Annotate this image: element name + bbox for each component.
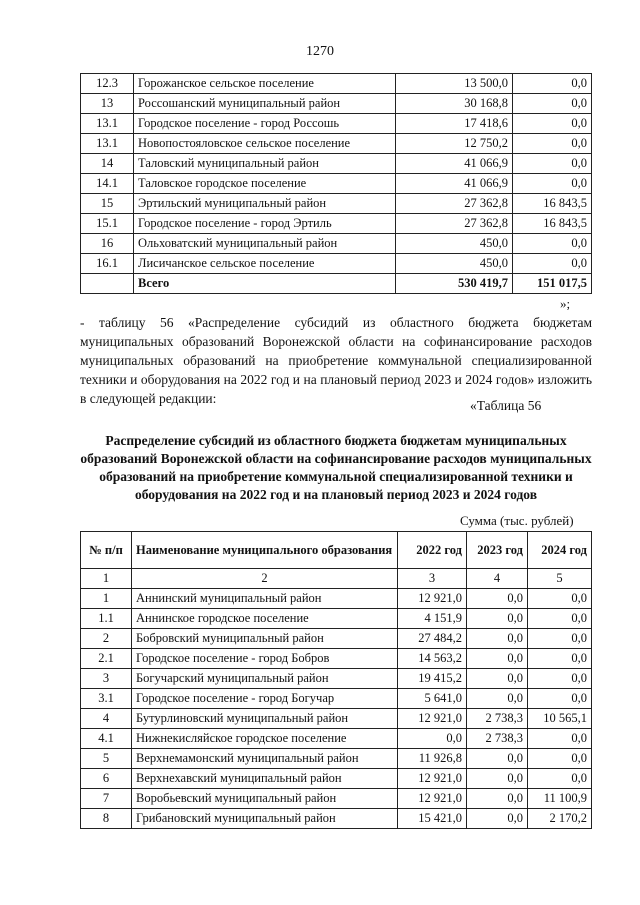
table-reference: «Таблица 56 <box>470 398 542 413</box>
amount-2022: 12 921,0 <box>398 709 467 729</box>
amount-2023: 0,0 <box>467 609 528 629</box>
row-number: 16.1 <box>81 254 134 274</box>
amount-value: 0,0 <box>513 134 592 154</box>
municipality-name: Городское поселение - город Россошь <box>134 114 396 134</box>
municipality-name: Воробьевский муниципальный район <box>132 789 398 809</box>
table-row <box>81 134 592 154</box>
previous-table <box>80 73 592 294</box>
amount-2024: 0,0 <box>528 689 592 709</box>
amount-2024: 11 100,9 <box>528 789 592 809</box>
page-number: 1270 <box>306 44 334 59</box>
amount-value: 41 066,9 <box>396 154 513 174</box>
amount-2024: 10 565,1 <box>528 709 592 729</box>
row-number: 15.1 <box>81 214 134 234</box>
table-row <box>81 589 592 609</box>
total-row <box>81 274 592 294</box>
row-number: 14 <box>81 154 134 174</box>
header-name: Наименование муниципального образования <box>132 532 398 569</box>
table-row <box>81 234 592 254</box>
row-number: 14.1 <box>81 174 134 194</box>
amount-2024: 0,0 <box>528 609 592 629</box>
amount-2023: 0,0 <box>467 689 528 709</box>
municipality-name: Лисичанское сельское поселение <box>134 254 396 274</box>
row-number: 15 <box>81 194 134 214</box>
amount-2024: 0,0 <box>528 589 592 609</box>
subsidy-table <box>80 531 592 829</box>
col-number: 3 <box>398 569 467 589</box>
amount-value: 16 843,5 <box>513 214 592 234</box>
amount-value: 0,0 <box>513 74 592 94</box>
amount-2022: 19 415,2 <box>398 669 467 689</box>
municipality-name: Городское поселение - город Эртиль <box>134 214 396 234</box>
amount-value: 0,0 <box>513 114 592 134</box>
table-title: Распределение субсидий из областного бюджета бюджетам муниципальных образований Воронежской области на софинансирование расходов муниципальных образований на приобретение коммунальной специализированной техники и оборудования на 2022 год и на плановый период 2023 и 2024 годов <box>80 433 592 502</box>
table-row <box>81 174 592 194</box>
amendment-paragraph: - таблицу 56 «Распределение субсидий из областного бюджета бюджетам муниципальных образований Воронежской области на софинансирование расходов муниципальных образований на приобретение коммунальной специализированной техники и оборудования на 2022 год и на плановый период 2023 и 2024 годов» изложить в следующей редакции: <box>80 315 592 406</box>
row-number: 8 <box>81 809 132 829</box>
amount-2022: 4 151,9 <box>398 609 467 629</box>
amount-2022: 12 921,0 <box>398 789 467 809</box>
amount-2024: 0,0 <box>528 729 592 749</box>
row-number: 12.3 <box>81 74 134 94</box>
table-row <box>81 94 592 114</box>
row-number: 7 <box>81 789 132 809</box>
amount-value: 30 168,8 <box>396 94 513 114</box>
row-number: 13.1 <box>81 134 134 154</box>
amount-value: 0,0 <box>513 154 592 174</box>
table-row <box>81 214 592 234</box>
table-row <box>81 669 592 689</box>
amount-value: 27 362,8 <box>396 214 513 234</box>
total-label: Всего <box>134 274 396 294</box>
row-number: 1 <box>81 589 132 609</box>
amount-2023: 0,0 <box>467 669 528 689</box>
header-2022: 2022 год <box>398 532 467 569</box>
municipality-name: Городское поселение - город Бобров <box>132 649 398 669</box>
amount-value: 0,0 <box>513 254 592 274</box>
table-row <box>81 689 592 709</box>
total-value: 151 017,5 <box>513 274 592 294</box>
table-row <box>81 254 592 274</box>
municipality-name: Нижнекисляйское городское поселение <box>132 729 398 749</box>
amount-value: 0,0 <box>513 234 592 254</box>
amount-value: 450,0 <box>396 234 513 254</box>
amount-2022: 15 421,0 <box>398 809 467 829</box>
table-row <box>81 649 592 669</box>
table-row <box>81 629 592 649</box>
amount-2024: 0,0 <box>528 769 592 789</box>
amount-2022: 27 484,2 <box>398 629 467 649</box>
amount-2022: 0,0 <box>398 729 467 749</box>
municipality-name: Таловский муниципальный район <box>134 154 396 174</box>
amount-2022: 5 641,0 <box>398 689 467 709</box>
row-number: 3.1 <box>81 689 132 709</box>
col-number: 1 <box>81 569 132 589</box>
amount-2023: 0,0 <box>467 809 528 829</box>
amount-value: 17 418,6 <box>396 114 513 134</box>
table-row <box>81 809 592 829</box>
amount-2023: 0,0 <box>467 789 528 809</box>
amount-value: 41 066,9 <box>396 174 513 194</box>
municipality-name: Грибановский муниципальный район <box>132 809 398 829</box>
amount-2022: 12 921,0 <box>398 769 467 789</box>
col-number: 5 <box>528 569 592 589</box>
municipality-name: Таловское городское поселение <box>134 174 396 194</box>
table-row <box>81 194 592 214</box>
municipality-name: Бутурлиновский муниципальный район <box>132 709 398 729</box>
amount-value: 27 362,8 <box>396 194 513 214</box>
municipality-name: Горожанское сельское поселение <box>134 74 396 94</box>
table-row <box>81 769 592 789</box>
amount-2023: 0,0 <box>467 649 528 669</box>
municipality-name: Верхнемамонский муниципальный район <box>132 749 398 769</box>
amount-value: 12 750,2 <box>396 134 513 154</box>
amount-2022: 11 926,8 <box>398 749 467 769</box>
municipality-name: Аннинское городское поселение <box>132 609 398 629</box>
amount-2024: 0,0 <box>528 749 592 769</box>
row-number: 4 <box>81 709 132 729</box>
header-num: № п/п <box>81 532 132 569</box>
amount-2024: 0,0 <box>528 649 592 669</box>
total-value: 530 419,7 <box>396 274 513 294</box>
table-header-row <box>81 532 592 569</box>
amount-2024: 2 170,2 <box>528 809 592 829</box>
amount-value: 13 500,0 <box>396 74 513 94</box>
empty-cell <box>81 274 134 294</box>
amount-2023: 0,0 <box>467 589 528 609</box>
amount-value: 16 843,5 <box>513 194 592 214</box>
amount-value: 0,0 <box>513 174 592 194</box>
row-number: 3 <box>81 669 132 689</box>
row-number: 6 <box>81 769 132 789</box>
table-row <box>81 154 592 174</box>
municipality-name: Новопостояловское сельское поселение <box>134 134 396 154</box>
col-number: 4 <box>467 569 528 589</box>
table-row <box>81 789 592 809</box>
row-number: 13.1 <box>81 114 134 134</box>
amount-2023: 2 738,3 <box>467 709 528 729</box>
municipality-name: Бобровский муниципальный район <box>132 629 398 649</box>
table-row <box>81 74 592 94</box>
municipality-name: Эртильский муниципальный район <box>134 194 396 214</box>
amount-2023: 2 738,3 <box>467 729 528 749</box>
column-number-row <box>81 569 592 589</box>
table-row <box>81 114 592 134</box>
row-number: 2 <box>81 629 132 649</box>
municipality-name: Аннинский муниципальный район <box>132 589 398 609</box>
row-number: 5 <box>81 749 132 769</box>
amount-value: 450,0 <box>396 254 513 274</box>
municipality-name: Городское поселение - город Богучар <box>132 689 398 709</box>
row-number: 4.1 <box>81 729 132 749</box>
row-number: 2.1 <box>81 649 132 669</box>
col-number: 2 <box>132 569 398 589</box>
table-row <box>81 749 592 769</box>
municipality-name: Россошанский муниципальный район <box>134 94 396 114</box>
units-label: Сумма (тыс. рублей) <box>460 513 574 528</box>
municipality-name: Верхнехавский муниципальный район <box>132 769 398 789</box>
table-row <box>81 609 592 629</box>
table-row <box>81 709 592 729</box>
municipality-name: Ольховатский муниципальный район <box>134 234 396 254</box>
amount-2024: 0,0 <box>528 629 592 649</box>
amount-2023: 0,0 <box>467 769 528 789</box>
amount-value: 0,0 <box>513 94 592 114</box>
amount-2023: 0,0 <box>467 749 528 769</box>
row-number: 1.1 <box>81 609 132 629</box>
row-number: 13 <box>81 94 134 114</box>
amount-2024: 0,0 <box>528 669 592 689</box>
amount-2023: 0,0 <box>467 629 528 649</box>
municipality-name: Богучарский муниципальный район <box>132 669 398 689</box>
header-2023: 2023 год <box>467 532 528 569</box>
table-row <box>81 729 592 749</box>
header-2024: 2024 год <box>528 532 592 569</box>
row-number: 16 <box>81 234 134 254</box>
amount-2022: 12 921,0 <box>398 589 467 609</box>
amount-2022: 14 563,2 <box>398 649 467 669</box>
closing-quote: »; <box>560 296 571 311</box>
